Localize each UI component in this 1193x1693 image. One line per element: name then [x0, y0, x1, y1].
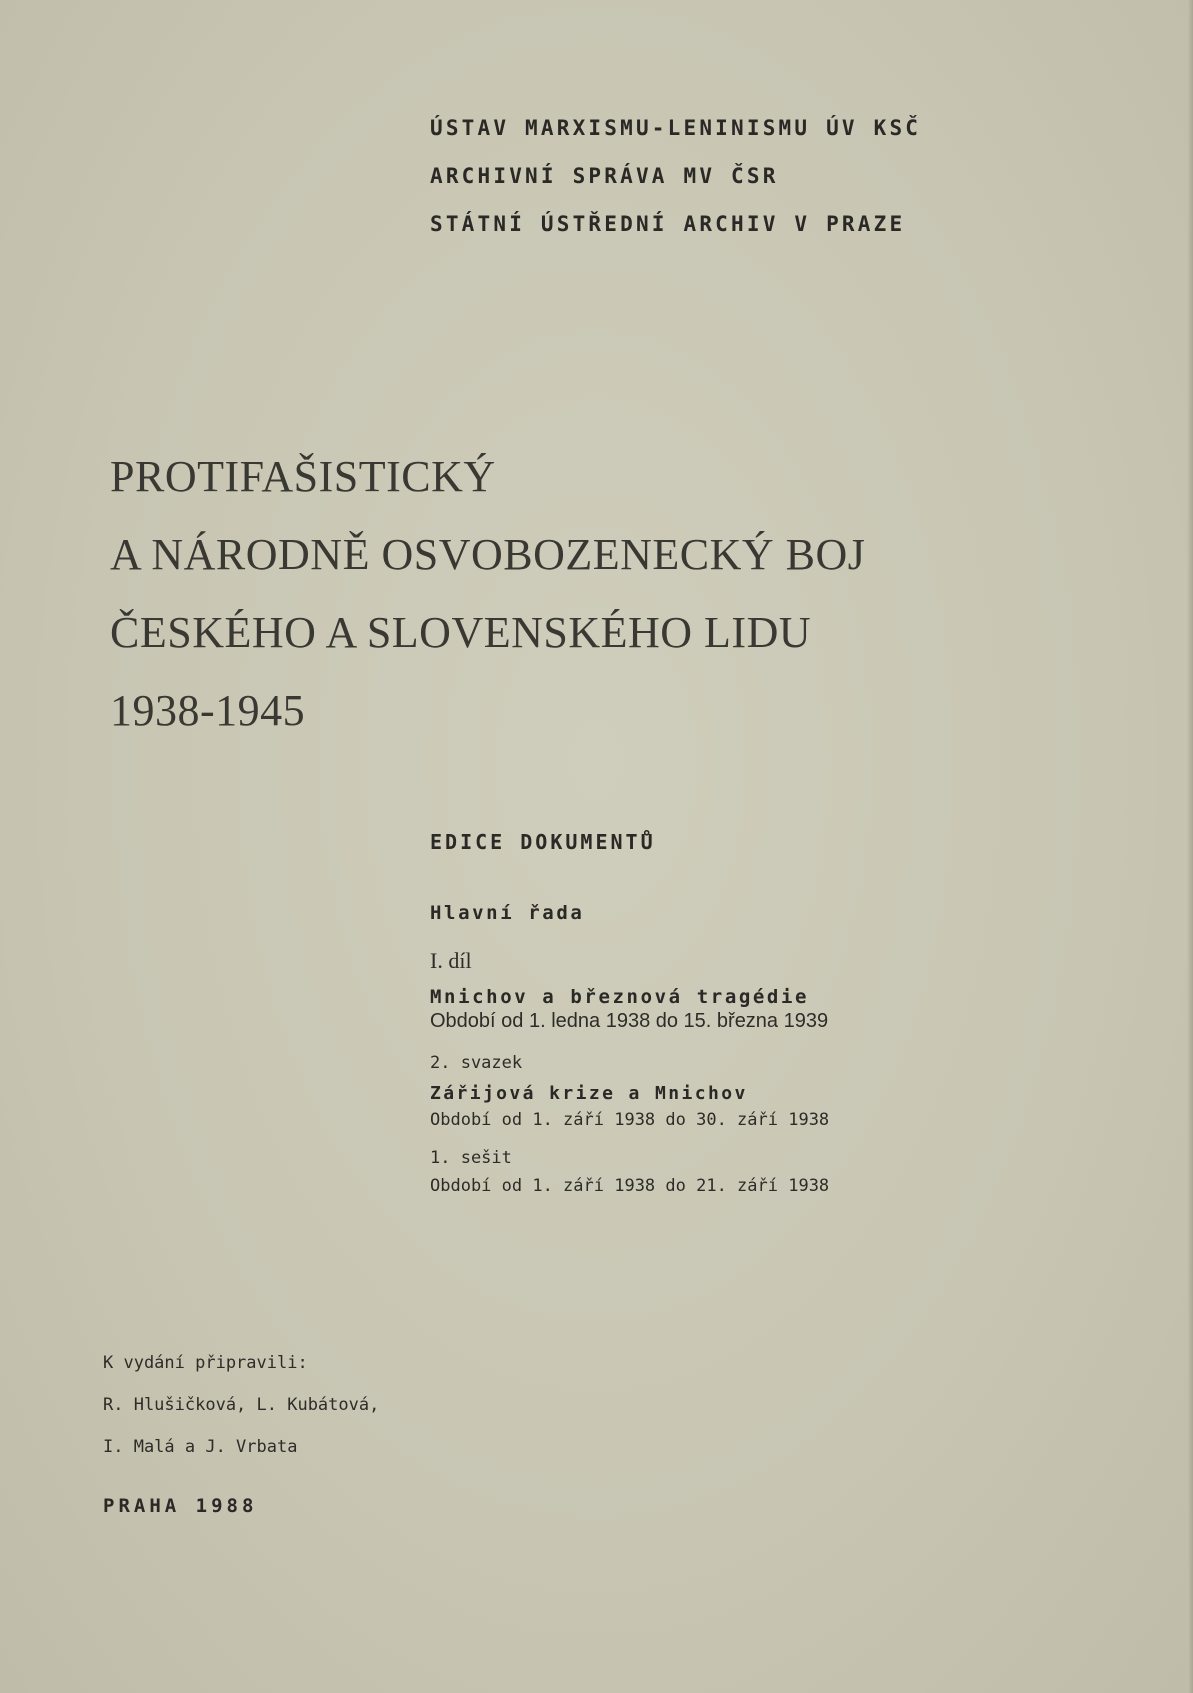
- edition-info: [430, 830, 1150, 1196]
- institution-line: ARCHIVNÍ SPRÁVA MV ČSR: [430, 164, 779, 188]
- title-line-3: ČESKÉHO A SLOVENSKÉHO LIDU: [110, 608, 812, 657]
- volume-label: 2. svazek: [430, 1053, 523, 1073]
- volume-title: Zářijová krize a Mnichov: [430, 1083, 748, 1104]
- editors-line-2: I. Malá a J. Vrbata: [103, 1437, 298, 1457]
- title-line-2: A NÁRODNĚ OSVOBOZENECKÝ BOJ: [110, 530, 866, 579]
- part-label: I. díl: [430, 948, 472, 973]
- editors-block: [103, 1342, 503, 1468]
- imprint: PRAHA 1988: [103, 1495, 258, 1517]
- series-label: Hlavní řada: [430, 902, 585, 924]
- institution-line: ÚSTAV MARXISMU-LENINISMU ÚV KSČ: [430, 116, 922, 140]
- editors-line-1: R. Hlušičková, L. Kubátová,: [103, 1395, 380, 1415]
- booklet-label: 1. sešit: [430, 1148, 512, 1168]
- part-period: Období od 1. ledna 1938 do 15. března 1939: [430, 1010, 829, 1032]
- title-years: 1938-1945: [110, 686, 306, 735]
- book-title: [110, 438, 1110, 750]
- issuing-institutions: [430, 104, 1130, 248]
- institution-line: STÁTNÍ ÚSTŘEDNÍ ARCHIV V PRAZE: [430, 212, 906, 236]
- title-line-1: PROTIFAŠISTICKÝ: [110, 452, 496, 501]
- volume-period: Období od 1. září 1938 do 30. září 1938: [430, 1110, 830, 1130]
- booklet-period: Období od 1. září 1938 do 21. září 1938: [430, 1176, 830, 1196]
- edition-heading: EDICE DOKUMENTŮ: [430, 830, 656, 854]
- editors-label: K vydání připravili:: [103, 1353, 308, 1373]
- page-edge: [1187, 0, 1193, 1693]
- part-title: Mnichov a březnová tragédie: [430, 986, 810, 1008]
